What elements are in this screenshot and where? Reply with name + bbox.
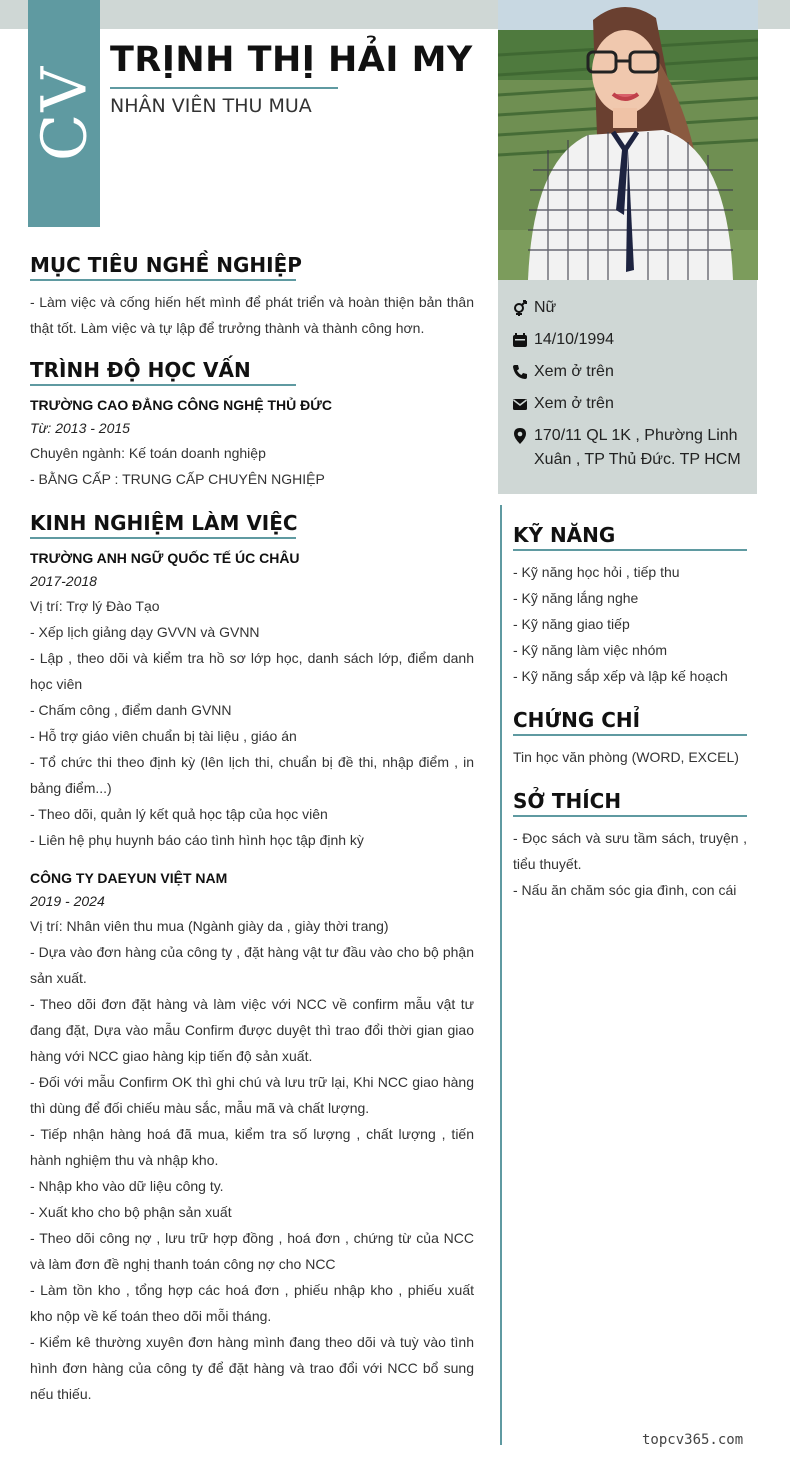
watermark: topcv365.com: [642, 1432, 744, 1448]
job-line: - Dựa vào đơn hàng của công ty , đặt hàng vật tư đầu vào cho bộ phận sản xuất.: [30, 944, 474, 986]
job-org: CÔNG TY DAEYUN VIỆT NAM: [30, 870, 228, 886]
job-line: - Theo dõi đơn đặt hàng và làm việc với NCC về confirm mẫu vật tư đang đặt, Dựa vào mẫu Confirm được duyệt thì trao đổi thời gian giao hàng với NCC giao hàng kịp tiến độ sản xuất.: [30, 996, 474, 1064]
column-divider: [500, 505, 502, 1445]
contact-panel: [498, 280, 757, 494]
skill-item: - Kỹ năng làm việc nhóm: [513, 642, 668, 658]
job-line: - Xếp lịch giảng dạy GVVN và GVNN: [30, 624, 260, 640]
candidate-name: TRỊNH THỊ HẢI MY: [110, 40, 473, 80]
cv-badge-text: CV: [27, 64, 101, 162]
left-column: [30, 252, 474, 1407]
job-org: TRƯỜNG ANH NGỮ QUỐC TẾ ÚC CHÂU: [30, 550, 300, 566]
job-line: - Nhập kho vào dữ liệu công ty.: [30, 1178, 224, 1194]
job-title: NHÂN VIÊN THU MUA: [110, 95, 312, 117]
phone-icon: [512, 360, 534, 384]
email-value: Xem ở trên: [534, 395, 614, 412]
job-line: - Làm tồn kho , tổng hợp các hoá đơn , phiếu nhập kho , phiếu xuất kho nộp về kế toán theo dõi mỗi tháng.: [30, 1282, 474, 1324]
job-entry: [30, 867, 474, 1407]
mail-icon: [512, 392, 534, 416]
name-underline: [110, 87, 338, 89]
experience-title: KINH NGHIỆM LÀM VIỆC: [30, 511, 298, 535]
calendar-icon: [512, 328, 534, 352]
gender-value: Nữ: [534, 299, 557, 316]
hobby-item: - Đọc sách và sưu tầm sách, truyện , tiểu thuyết.: [513, 830, 747, 872]
job-period: 2017-2018: [30, 573, 97, 589]
phone-row: [512, 360, 743, 384]
job-line: Vị trí: Trợ lý Đào Tạo: [30, 598, 160, 614]
job-line: - Theo dõi công nợ , lưu trữ hợp đồng , hoá đơn , chứng từ của NCC và làm đơn đề nghị thanh toán công nợ cho NCC: [30, 1230, 474, 1272]
skill-item: - Kỹ năng giao tiếp: [513, 616, 630, 632]
birthday-row: [512, 328, 743, 352]
job-line: - Hỗ trợ giáo viên chuẩn bị tài liệu , giáo án: [30, 728, 297, 744]
hobbies-rule: [513, 815, 747, 817]
email-row: [512, 392, 743, 416]
skill-item: - Kỹ năng sắp xếp và lập kế hoạch: [513, 668, 728, 684]
address-value: 170/11 QL 1K , Phường Linh Xuân , TP Thủ Đức. TP HCM: [534, 427, 741, 468]
address-row: [512, 424, 743, 472]
job-entry: [30, 547, 474, 853]
job-line: - Liên hệ phụ huynh báo cáo tình hình học tập định kỳ: [30, 832, 364, 848]
education-period: Từ: 2013 - 2015: [30, 420, 130, 436]
job-line: - Kiểm kê thường xuyên đơn hàng mình đang theo dõi và tuỳ vào tình hình đơn hàng của công ty để đặt hàng và trao đổi với NCC bổ sung nếu thiếu.: [30, 1334, 474, 1402]
skill-item: - Kỹ năng học hỏi , tiếp thu: [513, 564, 680, 580]
certificates-rule: [513, 734, 747, 736]
skill-item: - Kỹ năng lắng nghe: [513, 590, 639, 606]
hobby-item: - Nấu ăn chăm sóc gia đình, con cái: [513, 882, 737, 898]
skills-title: KỸ NĂNG: [513, 523, 616, 547]
education-school: TRƯỜNG CAO ĐẲNG CÔNG NGHỆ THỦ ĐỨC: [30, 397, 332, 413]
right-column: [513, 522, 747, 903]
objective-title: MỤC TIÊU NGHỀ NGHIỆP: [30, 253, 302, 277]
hobbies-title: SỞ THÍCH: [513, 789, 622, 813]
job-line: - Tiếp nhận hàng hoá đã mua, kiểm tra số lượng , chất lượng , tiến hành nghiệm thu và nhập kho.: [30, 1126, 474, 1168]
job-period: 2019 - 2024: [30, 893, 105, 909]
certificate-item: Tin học văn phòng (WORD, EXCEL): [513, 749, 739, 765]
job-line: - Chấm công , điểm danh GVNN: [30, 702, 232, 718]
job-line: - Xuất kho cho bộ phận sản xuất: [30, 1204, 232, 1220]
education-degree: - BẰNG CẤP : TRUNG CẤP CHUYÊN NGHIỆP: [30, 471, 325, 487]
job-line: - Tổ chức thi theo định kỳ (lên lịch thi, chuẩn bị đề thi, nhập điểm , in bảng điểm...): [30, 754, 474, 796]
gender-row: [512, 296, 743, 320]
gender-icon: [512, 296, 534, 320]
profile-photo: [498, 0, 758, 280]
skills-rule: [513, 549, 747, 551]
certificates-title: CHỨNG CHỈ: [513, 708, 641, 732]
cv-badge: [28, 0, 100, 227]
job-line: - Lập , theo dõi và kiểm tra hồ sơ lớp học, danh sách lớp, điểm danh học viên: [30, 650, 474, 692]
objective-rule: [30, 279, 296, 281]
education-title: TRÌNH ĐỘ HỌC VẤN: [30, 358, 251, 382]
birthday-value: 14/10/1994: [534, 331, 615, 348]
job-line: Vị trí: Nhân viên thu mua (Ngành giày da , giày thời trang): [30, 918, 389, 934]
job-line: - Theo dõi, quản lý kết quả học tập của học viên: [30, 806, 328, 822]
location-icon: [512, 424, 534, 448]
objective-text: - Làm việc và cống hiến hết mình để phát triển và hoàn thiện bản thân thật tốt. Làm việc và tự lập để trưởng thành và thành công hơn.: [30, 294, 474, 336]
education-major: Chuyên ngành: Kế toán doanh nghiệp: [30, 445, 266, 461]
job-line: - Đối với mẫu Confirm OK thì ghi chú và lưu trữ lại, Khi NCC giao hàng thì dùng để đối chiếu màu sắc, mẫu mã và chất lượng.: [30, 1074, 474, 1116]
experience-rule: [30, 537, 296, 539]
education-rule: [30, 384, 296, 386]
phone-value: Xem ở trên: [534, 363, 614, 380]
